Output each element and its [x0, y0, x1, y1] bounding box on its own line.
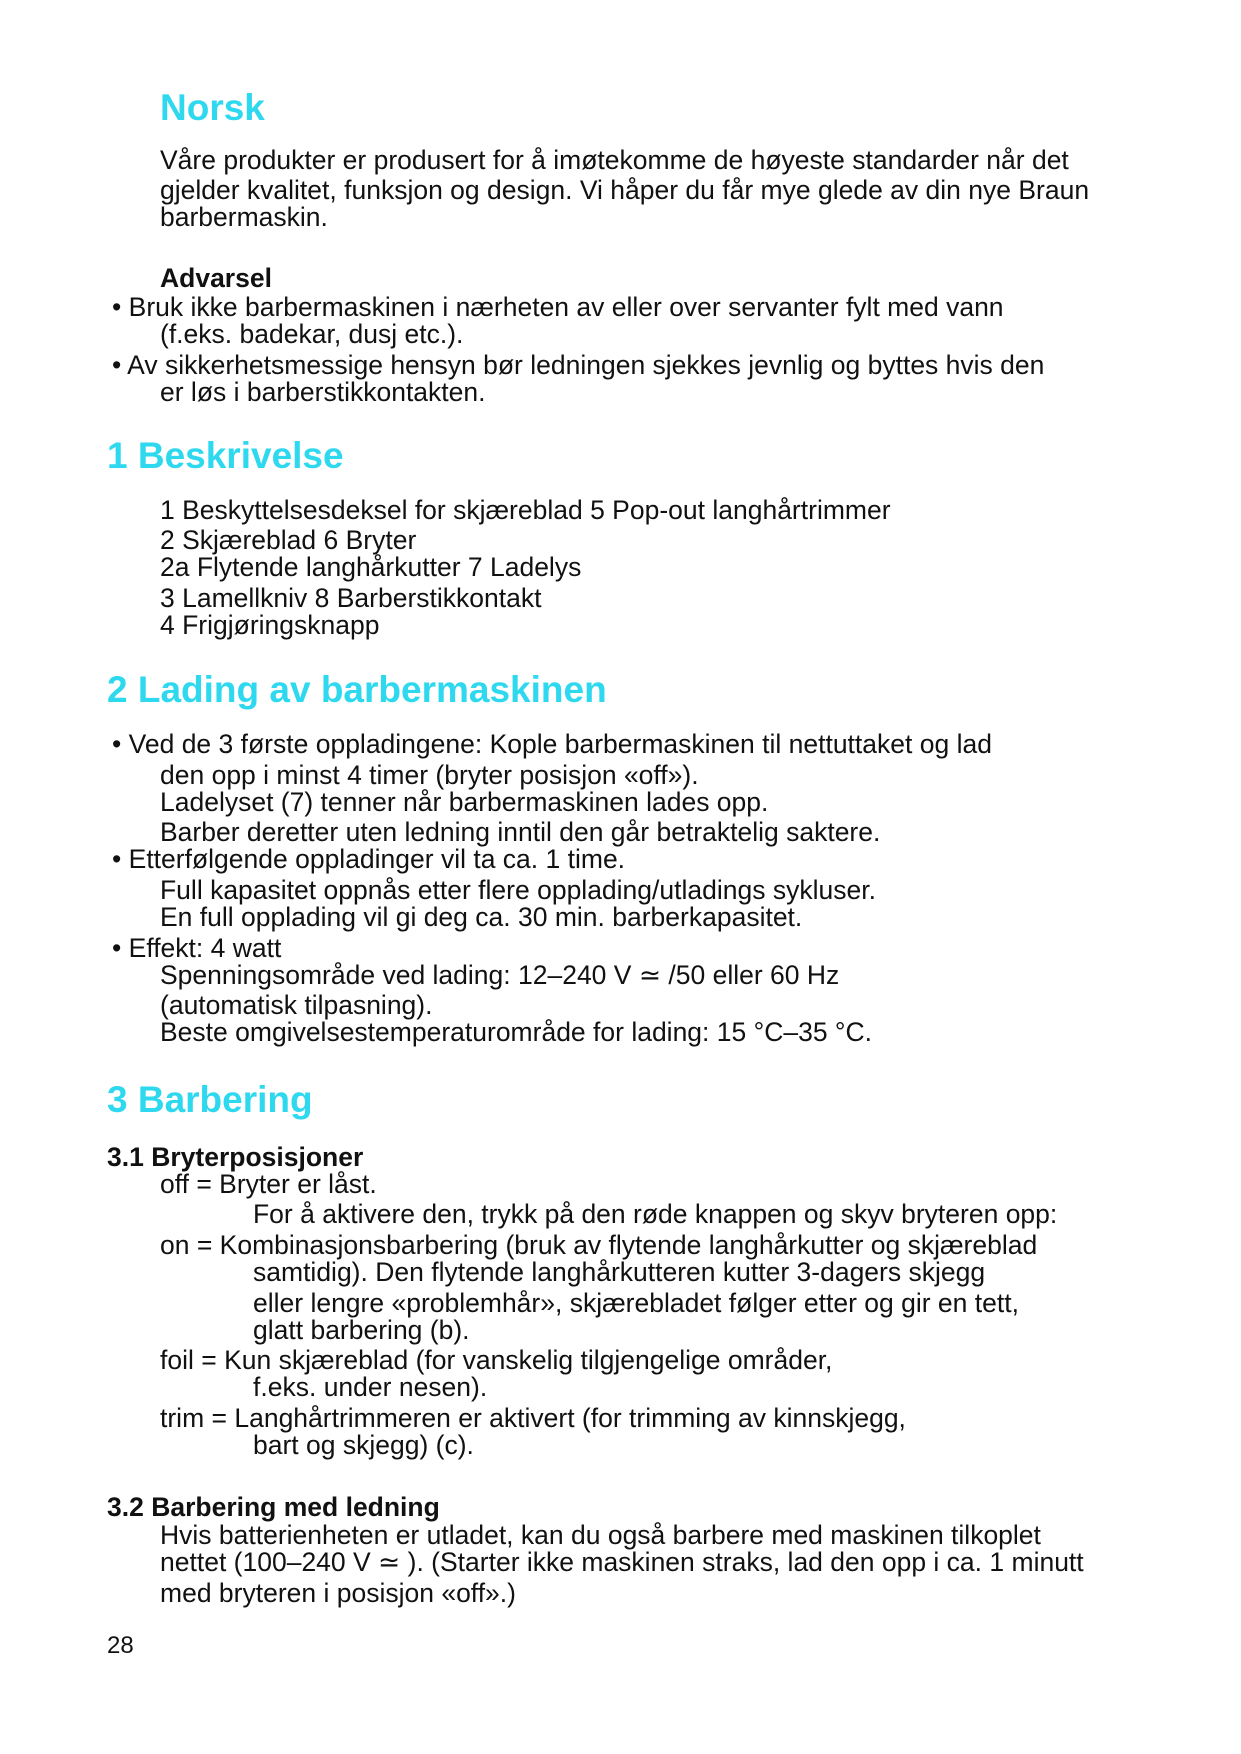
warning-line: • Bruk ikke barbermaskinen i nærheten av eller over servanter fylt med vann: [112, 292, 1004, 322]
switch-line: eller lengre «problemhår», skjærebladet følger etter og gir en tett,: [253, 1288, 1019, 1318]
description-line: 1 Beskyttelsesdeksel for skjæreblad 5 Pop-out langhårtrimmer: [160, 495, 891, 525]
switch-line: glatt barbering (b).: [253, 1315, 470, 1345]
switch-line: trim = Langhårtrimmeren er aktivert (for trimming av kinnskjegg,: [160, 1403, 906, 1433]
intro-line: barbermaskin.: [160, 202, 328, 232]
language-heading: Norsk: [160, 87, 265, 128]
charging-line: • Effekt: 4 watt: [112, 933, 282, 963]
switch-line: For å aktivere den, trykk på den røde knappen og skyv bryteren opp:: [253, 1199, 1058, 1229]
charging-line: Spenningsområde ved lading: 12–240 V ≃ /50 eller 60 Hz: [160, 960, 840, 990]
switch-line: bart og skjegg) (c).: [253, 1430, 474, 1460]
warning-title: Advarsel: [160, 263, 272, 293]
charging-line: En full opplading vil gi deg ca. 30 min. barberkapasitet.: [160, 902, 803, 932]
subsection-heading: 3.2 Barbering med ledning: [107, 1492, 440, 1522]
charging-line: (automatisk tilpasning).: [160, 990, 433, 1020]
switch-line: foil = Kun skjæreblad (for vanskelig tilgjengelige områder,: [160, 1345, 833, 1375]
section-heading: 3 Barbering: [107, 1079, 313, 1120]
warning-line: (f.eks. badekar, dusj etc.).: [160, 319, 464, 349]
description-line: 2a Flytende langhårkutter 7 Ladelys: [160, 552, 582, 582]
switch-line: on = Kombinasjonsbarbering (bruk av flytende langhårkutter og skjæreblad: [160, 1230, 1038, 1260]
charging-line: Beste omgivelsestemperaturområde for lading: 15 °C–35 °C.: [160, 1017, 873, 1047]
section-heading: 1 Beskrivelse: [107, 435, 344, 476]
intro-line: Våre produkter er produsert for å imøtekomme de høyeste standarder når det: [160, 145, 1069, 175]
switch-line: off = Bryter er låst.: [160, 1169, 377, 1199]
charging-line: den opp i minst 4 timer (bryter posisjon «off»).: [160, 760, 699, 790]
charging-line: • Ved de 3 første oppladingene: Kople barbermaskinen til nettuttaket og lad: [112, 729, 992, 759]
cord-line: med bryteren i posisjon «off».): [160, 1578, 516, 1608]
warning-line: er løs i barberstikkontakten.: [160, 377, 486, 407]
description-line: 2 Skjæreblad 6 Bryter: [160, 525, 417, 555]
cord-line: nettet (100–240 V ≃ ). (Starter ikke maskinen straks, lad den opp i ca. 1 minutt: [160, 1547, 1084, 1577]
subsection-heading: 3.1 Bryterposisjoner: [107, 1142, 364, 1172]
page-number: 28: [107, 1632, 134, 1659]
description-line: 3 Lamellkniv 8 Barberstikkontakt: [160, 583, 542, 613]
description-line: 4 Frigjøringsknapp: [160, 610, 380, 640]
charging-line: Full kapasitet oppnås etter flere opplading/utladings sykluser.: [160, 875, 876, 905]
charging-line: • Etterfølgende oppladinger vil ta ca. 1 time.: [112, 844, 626, 874]
charging-line: Barber deretter uten ledning inntil den går betraktelig saktere.: [160, 817, 881, 847]
charging-line: Ladelyset (7) tenner når barbermaskinen lades opp.: [160, 787, 769, 817]
cord-line: Hvis batterienheten er utladet, kan du også barbere med maskinen tilkoplet: [160, 1520, 1041, 1550]
intro-line: gjelder kvalitet, funksjon og design. Vi håper du får mye glede av din nye Braun: [160, 175, 1090, 205]
switch-line: f.eks. under nesen).: [253, 1372, 488, 1402]
section-heading: 2 Lading av barbermaskinen: [107, 669, 607, 710]
warning-line: • Av sikkerhetsmessige hensyn bør ledningen sjekkes jevnlig og byttes hvis den: [112, 350, 1045, 380]
switch-line: samtidig). Den flytende langhårkutteren kutter 3-dagers skjegg: [253, 1257, 986, 1287]
